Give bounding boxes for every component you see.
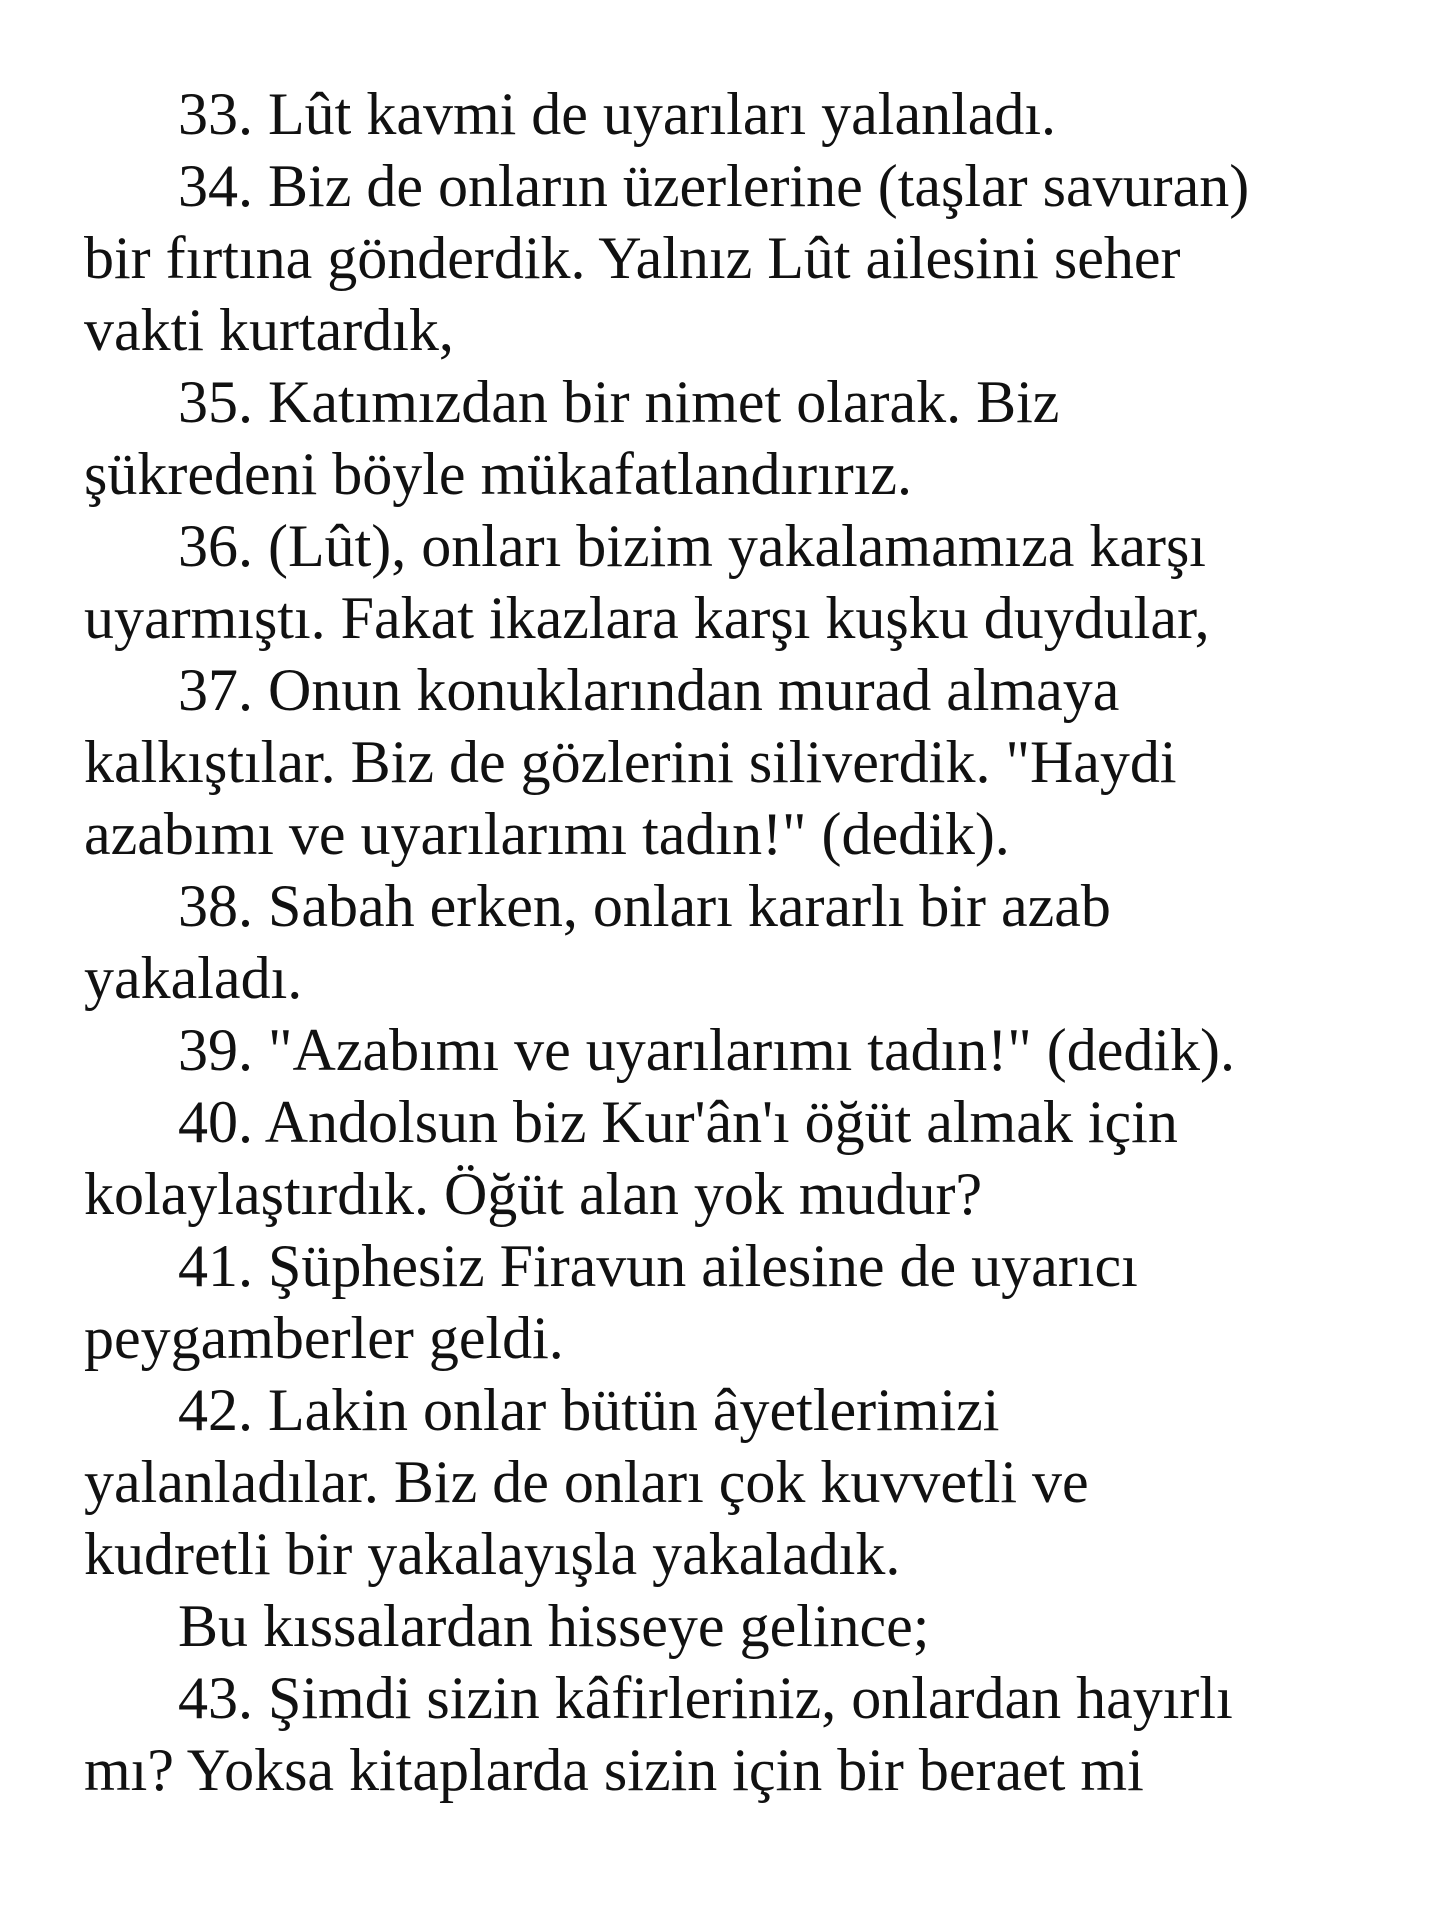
text-line: 38. Sabah erken, onları kararlı bir azab [178, 873, 1111, 939]
text-line: yalanladılar. Biz de onları çok kuvvetli ve [84, 1449, 1089, 1515]
text-line: 35. Katımızdan bir nimet olarak. Biz [178, 369, 1060, 435]
text-line: uyarmıştı. Fakat ikazlara karşı kuşku duydular, [84, 585, 1210, 651]
commentary-intro [84, 1590, 1374, 1662]
verse-34 [84, 150, 1374, 366]
text-line: 42. Lakin onlar bütün âyetlerimizi [178, 1377, 1000, 1443]
verse-40 [84, 1086, 1374, 1230]
verse-38 [84, 870, 1374, 1014]
verse-36 [84, 510, 1374, 654]
text-line: vakti kurtardık, [84, 297, 454, 363]
text-line: mı? Yoksa kitaplarda sizin için bir beraet mi [84, 1737, 1144, 1803]
text-line: 34. Biz de onların üzerlerine (taşlar savuran) [178, 153, 1250, 219]
text-line: 36. (Lût), onları bizim yakalamamıza karşı [178, 513, 1206, 579]
text-line: 33. Lût kavmi de uyarıları yalanladı. [178, 81, 1057, 147]
verse-42 [84, 1374, 1374, 1590]
text-line: 43. Şimdi sizin kâfirleriniz, onlardan hayırlı [178, 1665, 1233, 1731]
document-page [84, 78, 1374, 1806]
text-line: 41. Şüphesiz Firavun ailesine de uyarıcı [178, 1233, 1138, 1299]
text-line: yakaladı. [84, 945, 303, 1011]
verse-43 [84, 1662, 1374, 1806]
text-line: 39. "Azabımı ve uyarılarımı tadın!" (dedik). [178, 1017, 1236, 1083]
text-line: kolaylaştırdık. Öğüt alan yok mudur? [84, 1161, 983, 1227]
text-line: kalkıştılar. Biz de gözlerini siliverdik. "Haydi [84, 729, 1177, 795]
text-line: 40. Andolsun biz Kur'ân'ı öğüt almak için [178, 1089, 1178, 1155]
text-line: peygamberler geldi. [84, 1305, 564, 1371]
verse-37 [84, 654, 1374, 870]
verse-35 [84, 366, 1374, 510]
text-line: Bu kıssalardan hisseye gelince; [178, 1593, 930, 1659]
verse-39 [84, 1014, 1374, 1086]
text-line: şükredeni böyle mükafatlandırırız. [84, 441, 913, 507]
text-line: azabımı ve uyarılarımı tadın!" (dedik). [84, 801, 1010, 867]
verse-33 [84, 78, 1374, 150]
text-line: kudretli bir yakalayışla yakaladık. [84, 1521, 901, 1587]
text-line: 37. Onun konuklarından murad almaya [178, 657, 1120, 723]
text-line: bir fırtına gönderdik. Yalnız Lût ailesini seher [84, 225, 1181, 291]
verse-41 [84, 1230, 1374, 1374]
